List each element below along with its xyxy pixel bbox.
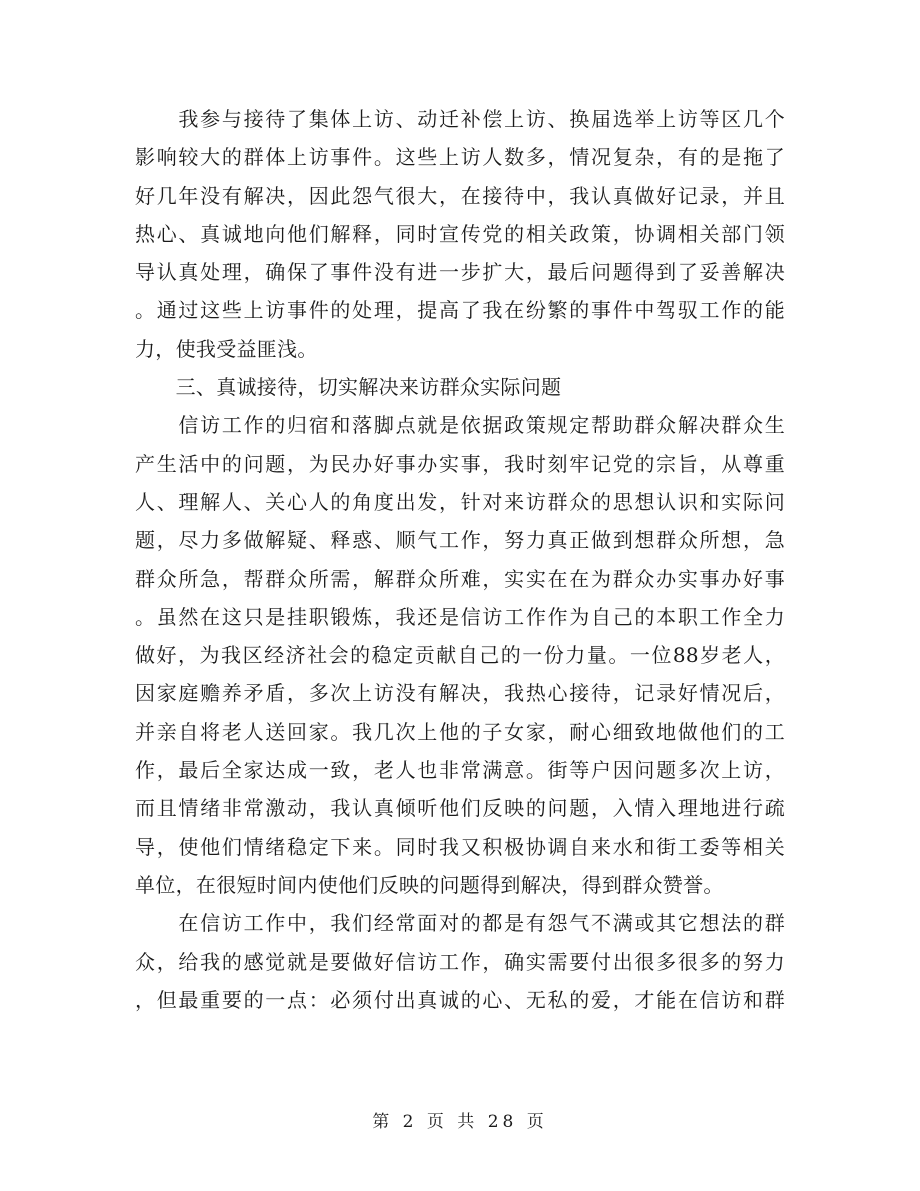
text-line: 作，最后全家达成一致，老人也非常满意。街等户因问题多次上访，	[135, 758, 785, 783]
text-line: 因家庭赡养矛盾，多次上访没有解决，我热心接待，记录好情况后，	[135, 681, 785, 706]
text-line: 群众所急，帮群众所需，解群众所难，实实在在为群众办实事办好事	[135, 566, 785, 591]
text-line: 而且情绪非常激动，我认真倾听他们反映的问题，入情入理地进行疏	[135, 796, 785, 821]
text-line: 。通过这些上访事件的处理，提高了我在纷繁的事件中驾驭工作的能	[135, 298, 785, 323]
text-line: 信访工作的归宿和落脚点就是依据政策规定帮助群众解决群众生	[135, 413, 785, 438]
text-line: 。虽然在这只是挂职锻炼，我还是信访工作作为自己的本职工作全力	[135, 604, 785, 629]
document-body	[135, 100, 785, 1019]
text-line: 产生活中的问题，为民办好事办实事，我时刻牢记党的宗旨，从尊重	[135, 451, 785, 476]
text-line: 我参与接待了集体上访、动迁补偿上访、换届选举上访等区几个	[135, 107, 785, 131]
text-line: ，但最重要的一点：必须付出真诚的心、无私的爱，才能在信访和群	[135, 987, 785, 1012]
text-line: 在信访工作中，我们经常面对的都是有怨气不满或其它想法的群	[135, 911, 785, 936]
text-line: 并亲自将老人送回家。我几次上他的子女家，耐心细致地做他们的工	[135, 719, 785, 744]
text-line: 导认真处理，确保了事件没有进一步扩大，最后问题得到了妥善解决	[135, 260, 785, 285]
text-line: 众，给我的感觉就是要做好信访工作，确实需要付出很多很多的努力	[135, 949, 785, 974]
text-line: 三、真诚接待，切实解决来访群众实际问题	[135, 375, 562, 400]
text-line: 好几年没有解决，因此怨气很大，在接待中，我认真做好记录，并且	[135, 183, 785, 208]
text-line: 力，使我受益匪浅。	[135, 336, 318, 361]
page-footer: 第 2 页 共 28 页	[372, 1112, 548, 1132]
text-line: 题，尽力多做解疑、释惑、顺气工作，努力真正做到想群众所想，急	[135, 528, 785, 553]
text-line: 单位，在很短时间内使他们反映的问题得到解决，得到群众赞誉。	[135, 872, 724, 897]
text-line: 影响较大的群体上访事件。这些上访人数多，情况复杂，有的是拖了	[135, 145, 785, 170]
text-line: 热心、真诚地向他们解释，同时宣传党的相关政策，协调相关部门领	[135, 221, 785, 246]
text-line: 导，使他们情绪稳定下来。同时我又积极协调自来水和街工委等相关	[135, 834, 785, 859]
text-line: 做好，为我区经济社会的稳定贡献自己的一份力量。一位88岁老人，	[135, 643, 785, 668]
text-line: 人、理解人、关心人的角度出发，针对来访群众的思想认识和实际问	[135, 489, 785, 514]
